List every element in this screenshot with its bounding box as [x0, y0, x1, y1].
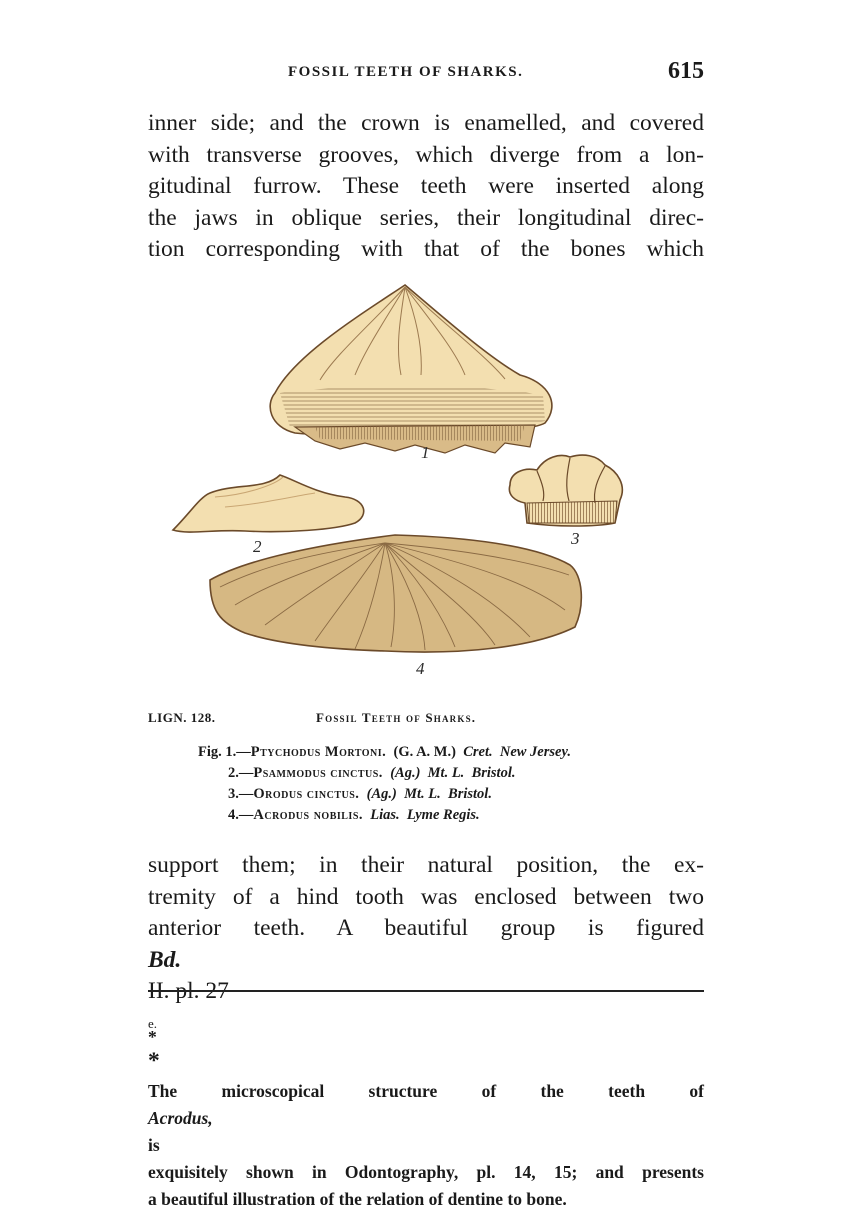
- figure-label-2: 2: [253, 537, 262, 556]
- text-line: support them; in their natural position, the ex-: [148, 852, 704, 878]
- taxon-name: Acrodus nobilis.: [253, 807, 364, 823]
- caption-entry: 3.—Orodus cinctus. (Ag.) Mt. L. Bristol.: [228, 786, 492, 802]
- tooth-1-ptychodus: [270, 285, 552, 453]
- footnote-line: exquisitely shown in Odontography, pl. 14, 15; and presents: [148, 1162, 704, 1182]
- caption-entry: 2.—Psammodus cinctus. (Ag.) Mt. L. Bristol.: [228, 765, 516, 781]
- figure-label-3: 3: [571, 529, 580, 548]
- figure-label-4: 4: [416, 659, 425, 678]
- paragraph-1: [148, 108, 704, 266]
- running-head: FOSSIL TEETH OF SHARKS.: [288, 64, 524, 80]
- taxon-name: Orodus cinctus.: [253, 786, 360, 802]
- figure-caption-head: [148, 710, 704, 730]
- figure-number: LIGN. 128.: [148, 710, 216, 725]
- text-line: gitudinal furrow. These teeth were inserted along: [148, 173, 704, 199]
- figure-caption-list: [198, 742, 708, 826]
- footnote-rule: [148, 990, 704, 992]
- text-line: tion corresponding with that of the bones which: [148, 236, 704, 262]
- fossil-teeth-figure: [165, 275, 645, 695]
- tooth-2-psammodus: [173, 475, 364, 532]
- tooth-4-acrodus: [210, 535, 581, 652]
- text-line: the jaws in oblique series, their longitudinal direc-: [148, 204, 704, 231]
- footnote: [148, 997, 704, 1213]
- text-line: II. pl. 27 $^{e.}$ *: [148, 976, 704, 1077]
- text-line: tremity of a hind tooth was enclosed between two: [148, 883, 704, 910]
- text-line: anterior teeth. A beautiful group is figured Bd.: [148, 915, 704, 973]
- caption-entry: 4.—Acrodus nobilis. Lias. Lyme Regis.: [228, 807, 480, 823]
- footnote-line: a beautiful illustration of the relation of dentine to bone.: [148, 1189, 567, 1209]
- footnote-marker: *: [148, 1047, 160, 1074]
- page-number: 615: [668, 58, 704, 84]
- plate-reference: Bd.: [148, 946, 182, 973]
- footnote-line: * The microscopical structure of the teeth of Acrodus, is: [148, 1027, 704, 1155]
- taxon-name: Acrodus,: [148, 1108, 213, 1128]
- figure-label-1: 1: [421, 443, 430, 462]
- tooth-3-orodus: [509, 455, 622, 526]
- page-header: [148, 58, 704, 90]
- figure-title: Fossil Teeth of Sharks.: [316, 710, 477, 725]
- caption-entry: Fig. 1.—Ptychodus Mortoni. (G. A. M.) Cret. New Jersey.: [198, 744, 571, 760]
- text-line: with transverse grooves, which diverge from a lon-: [148, 141, 704, 168]
- taxon-name: Psammodus cinctus.: [253, 765, 383, 781]
- figure-illustration: [165, 275, 645, 695]
- text-line: inner side; and the crown is enamelled, and covered: [148, 110, 704, 136]
- taxon-name: Ptychodus Mortoni.: [250, 744, 387, 760]
